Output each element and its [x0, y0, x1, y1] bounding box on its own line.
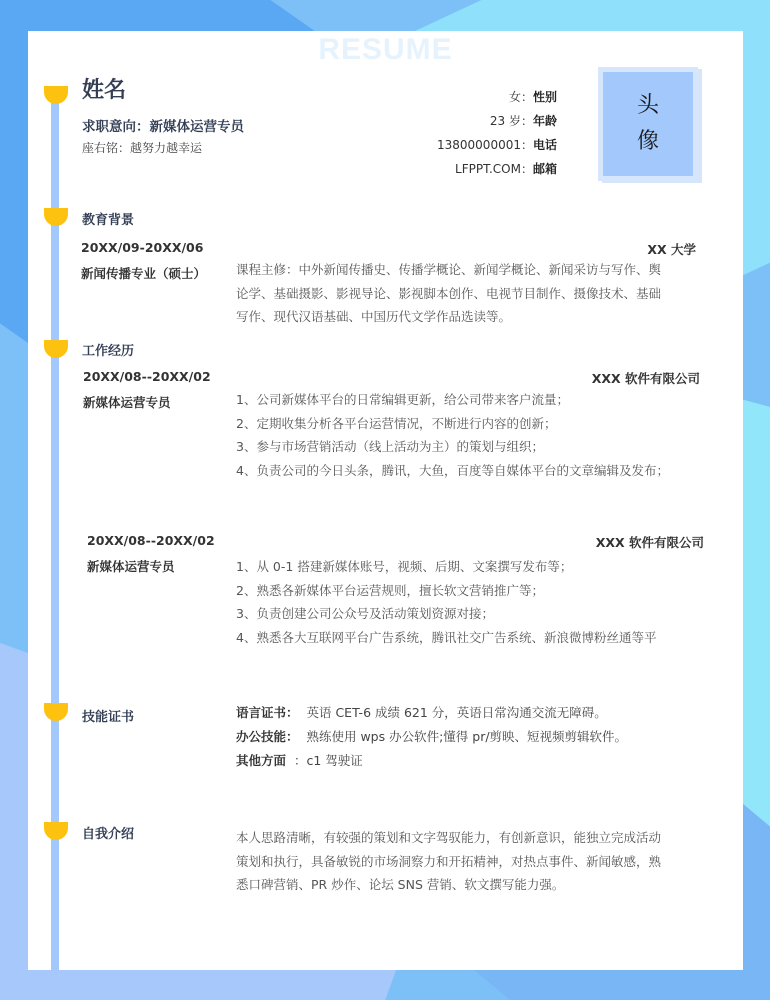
job-company: XXX 软件有限公司 — [595, 535, 704, 550]
education-period: 20XX/09-20XX/06 — [81, 240, 204, 255]
info-phone: 13800000001：电话 — [437, 138, 557, 152]
resume-page — [28, 31, 743, 970]
info-age: 23 岁：年龄 — [489, 114, 557, 128]
motto: 座右铭：越努力越幸运 — [82, 141, 203, 155]
education-courses: 课程主修：中外新闻传播史、传播学概论、新闻学概论、新闻采访与写作、舆 论学、基础摄影、影视导论、影视脚本创作、电视节目制作、摄像技术、基础 写作、现代汉语基础、中国历代文学作品选读等。 — [236, 262, 662, 324]
job-period: 20XX/08--20XX/02 — [83, 369, 211, 384]
info-email: LFPPT.COM：邮箱 — [455, 162, 557, 176]
skills-list — [236, 701, 627, 773]
watermark: RESUME — [318, 33, 453, 66]
job-intent: 求职意向：新媒体运营专员 — [82, 119, 244, 135]
education-major: 新闻传播专业（硕士） — [81, 266, 207, 281]
section-title-self-intro: 自我介绍 — [82, 827, 135, 842]
photo-label-1: 头 — [636, 93, 659, 118]
job-position: 新媒体运营专员 — [87, 559, 175, 574]
timeline-marker — [44, 340, 68, 358]
skill-language: 语言证书： 英语 CET-6 成绩 621 分，英语日常沟通交流无障碍。 — [236, 705, 607, 720]
section-title-skills: 技能证书 — [82, 710, 135, 725]
job-position: 新媒体运营专员 — [83, 395, 171, 410]
job-period: 20XX/08--20XX/02 — [87, 533, 215, 548]
section-title-work: 工作经历 — [82, 344, 135, 359]
self-intro-text: 本人思路清晰，有较强的策划和文字驾驭能力，有创新意识，能独立完成活动 策划和执行，具备敏锐的市场洞察力和开拓精神，对热点事件、新闻敏感，熟 悉口碑营销、PR 炒作、论坛 SNS 营销、软文撰写能力强。 — [236, 830, 662, 892]
job-duties: 1、公司新媒体平台的日常编辑更新，给公司带来客户流量； 2、定期收集分析各平台运营情况，不断进行内容的创新； 3、参与市场营销活动（线上活动为主）的策划与组织； 4、负责公司的今日头条，腾讯，大鱼，百度等自媒体平台的文章编辑及发布； — [236, 392, 669, 478]
photo-label-2: 像 — [636, 129, 659, 154]
timeline-marker — [44, 703, 68, 721]
info-gender: 女：性别 — [508, 90, 557, 104]
education-school: XX 大学 — [647, 242, 696, 257]
personal-info — [437, 85, 557, 181]
job-duties: 1、从 0-1 搭建新媒体账号，视频、后期、文案撰写发布等； 2、熟悉各新媒体平台运营规则，擅长软文营销推广等； 3、负责创建公司公众号及活动策划资源对接； 4、熟悉各大互联网平台广告系统，腾讯社交广告系统、新浪微博粉丝通等平 — [236, 559, 657, 645]
section-title-education: 教育背景 — [82, 213, 135, 228]
skill-other: 其他方面 ：c1 驾驶证 — [236, 753, 363, 768]
candidate-name: 姓名 — [82, 78, 127, 103]
timeline-marker — [44, 208, 68, 226]
timeline-marker — [44, 86, 68, 104]
photo-placeholder — [598, 67, 698, 181]
job-company: XXX 软件有限公司 — [591, 371, 700, 386]
skill-office: 办公技能： 熟练使用 wps 办公软件;懂得 pr/剪映、短视频剪辑软件。 — [236, 729, 628, 744]
timeline-marker — [44, 822, 68, 840]
